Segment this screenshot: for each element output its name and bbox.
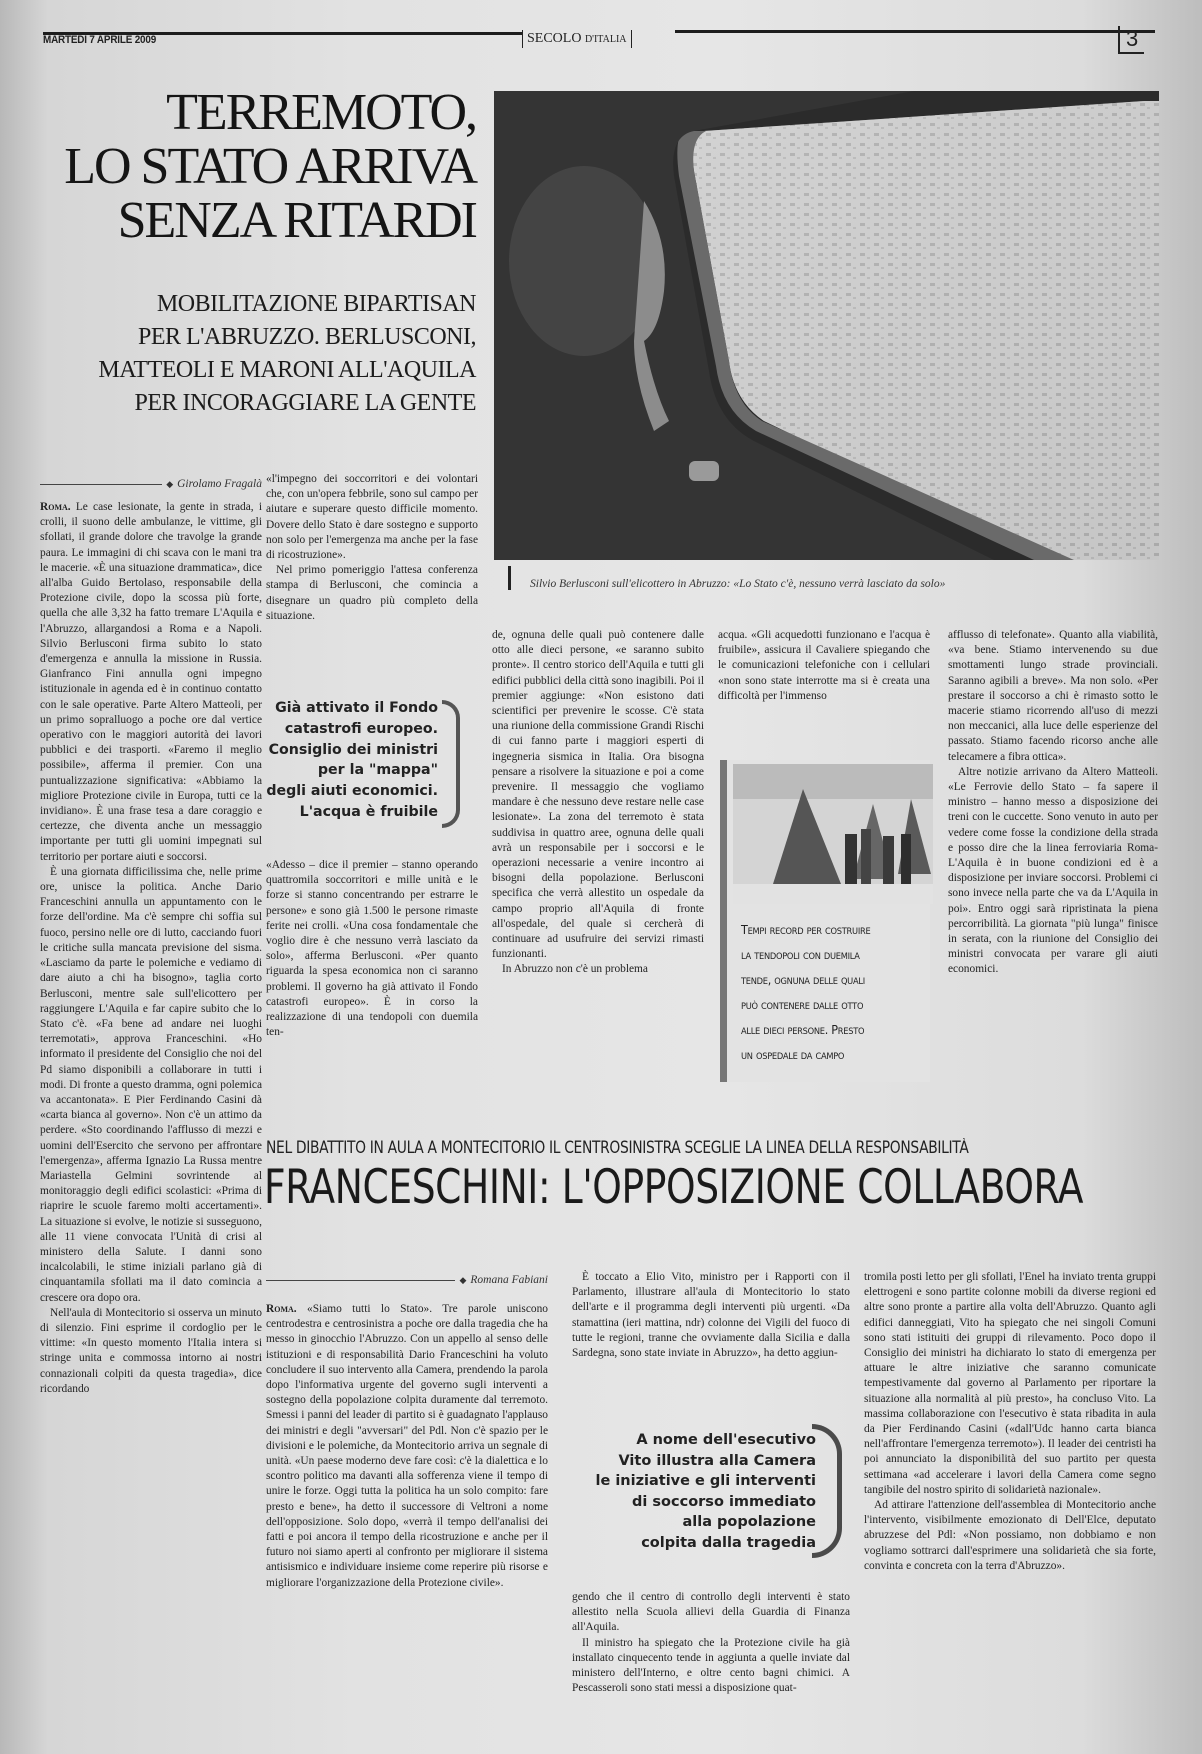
- byline-author: Girolamo Fragalà: [177, 478, 262, 490]
- second-article-headline: FRANCESCHINI: L'OPPOSIZIONE COLLABORA: [264, 1160, 1084, 1215]
- byline-rule: [266, 1280, 455, 1281]
- tendopoli-photo: [733, 764, 933, 904]
- main-article-column-2-continued: [266, 858, 478, 1040]
- headline-line: SENZA RITARDI: [117, 192, 476, 249]
- right-parenthesis-icon: [812, 1424, 842, 1558]
- dateline: Roma.: [40, 501, 71, 513]
- byline-rule: [40, 484, 162, 485]
- pullquote-line: di soccorso immediato: [632, 1493, 816, 1510]
- body-paragraph: afflusso di telefonate». Quanto alla viabilità, «va bene. Stiamo intervenendo su due smottamenti lungo strade provinciali. Saranno agibili a breve». Ma non solo. «Per prestare il soccorso a chi è rimasto sotto le macerie stiamo ricorrendo all'uso di mezzi non meccanici, alla luce delle esperienze del passato. Stiamo facendo ricorso anche alle telecamere a fibra ottica».: [948, 629, 1158, 763]
- main-article-column-2: [266, 472, 478, 624]
- newspaper-name-main: SECOLO: [527, 31, 582, 46]
- second-article-column-2: [572, 1270, 850, 1361]
- callout-line: Tempi record per costruire: [741, 923, 871, 937]
- page-number: 3: [1118, 26, 1144, 54]
- body-paragraph: Nell'aula di Montecitorio si osserva un minuto di silenzio. Fini esprime il cordoglio per le vittime: «In questo momento l'Italia intera si stringe unita e commossa intorno ai nostri connazionali colpiti da questa tragedia», dice ricordando: [40, 1306, 262, 1395]
- main-article-column-5: [948, 628, 1158, 978]
- body-paragraph: acqua. «Gli acquedotti funzionano e l'acqua è fruibile», assicura il Cavaliere spiegando che le comunicazioni telefoniche con i cellulari «non sono state interrotte ma si è creata una difficoltà per l'immenso: [718, 629, 930, 702]
- newspaper-name: [522, 30, 632, 48]
- tents-photo: [733, 764, 933, 904]
- pullquote-line: Già attivato il Fondo: [275, 700, 438, 716]
- callout-line: tende, ognuna delle quali: [741, 973, 865, 987]
- pullquote-line: catastrofi europeo.: [284, 720, 438, 737]
- second-article-kicker: NEL DIBATTITO IN AULA A MONTECITORIO IL CENTROSINISTRA SCEGLIE LA LINEA DELLA RESPONSABILITÀ: [266, 1138, 969, 1157]
- body-paragraph: È una giornata difficilissima che, nelle prime ore, unisce la politica. Anche Dario Franceschini annulla un appuntamento con le forze dell'ordine. Ma c'è sempre chi soffia sul fuoco, persino nelle ore di lutto, cacciando fuori le critiche sulla mancata previsione del sisma. «Lasciamo da parte le polemiche e vediamo di dare aiuto a chi ha bisogno», taglia corto Berlusconi, mentre sale sull'elicottero per raggiungere L'Aquila e far capire subito che lo Stato c'è. «Fa bene ad andare nei luoghi terremotati», approva Franceschini. «Ho informato il presidente del Consiglio che noi del Pd siamo disponibili a collaborare in tutti i modi. Di fronte a questo dramma, ogni polemica va accantonata». E Pier Ferdinando Casini dà «carta bianca al governo». Non c'è un attimo da perdere. «Sto coordinando l'afflusso di mezzi e uomini dell'Esercito che servono per affrontare l'emergenza», afferma Ignazio La Russa mentre Mariastella Gelmini sovrintende al monitoraggio degli edifici scolastici: «Prima di riaprire le scuole faremo molti accertamenti». La situazione si evolve, le notizie si susseguono, alle 11 viene convocata l'Unità di crisi al ministero della Salute. I danni sono incalcolabili, le stime iniziali parlano già di cinquantamila sfollati ma il dato comincia a crescere ora dopo ora.: [40, 865, 262, 1304]
- subheadline-line: MATTEOLI E MARONI ALL'AQUILA: [98, 357, 476, 383]
- main-article-column-3: [492, 628, 704, 978]
- body-paragraph: Le case lesionate, la gente in strada, i crolli, il suono delle ambulanze, le vittime, gli sfollati, il grande dolore che travolge la grande paura. Le immagini di chi scava con le mani tra le macerie. «È una situazione drammatica», dice all'alba Guido Bertolaso, responsabile della Protezione civile, dopo la scossa più forte, quella che alle 3,32 ha fatto tremare L'Aquila e l'Abruzzo, allargandosi a Roma e a Napoli. Silvio Berlusconi firma subito lo stato d'emergenza e annulla la missione in Russia. Gianfranco Fini annulla ogni impegno istituzionale in agenda ed è in continuo contatto con le sale operative. Parte Altero Matteoli, per un primo sopralluogo a poche ore dal vertice operativo con le maggiori autorità dei lavori pubblici e dei trasporti. «Faremo il meglio possibile», afferma il premier. Con una puntualizzazione significativa: «Abbiamo la migliore Protezione civile in Europa, tutti ce la invidiano». È una frase tesa a dare coraggio e certezze, che diventa anche un messaggio importante per tutti gli uomini impegnati sul territorio per portare aiuti e soccorsi.: [40, 501, 262, 863]
- body-paragraph: Altre notizie arrivano da Altero Matteoli. «Le Ferrovie dello Stato – fa sapere il ministro – hanno messo a disposizione dei treni con le cuccette. Sono venuto in auto per vedere come fosse la condizione della strada e posso dire che la linea ferroviaria Roma-L'Aquila è in buone condizioni ed è a disposizione per inviare soccorsi. Problemi ci sono invece nella parte che va da L'Aquila in poi». Entro oggi sarà ripristinata la piena percorribilità. La giornata "più lunga" finisce in serata, con la riunione del Consiglio dei ministri convocata per varare gli aiuti economici.: [948, 765, 1158, 976]
- diamond-icon: ◆: [166, 478, 174, 489]
- pullquote-line: Consiglio dei ministri: [268, 741, 438, 758]
- headline-line: LO STATO ARRIVA: [64, 138, 476, 195]
- pullquote-line: colpita dalla tragedia: [641, 1534, 816, 1551]
- second-article-column-3: [864, 1270, 1156, 1574]
- pullquote-line: Vito illustra alla Camera: [618, 1452, 816, 1469]
- second-article-column-2-continued: [572, 1590, 850, 1696]
- masthead-rule-right: [675, 30, 1155, 33]
- body-paragraph: Il ministro ha spiegato che la Protezione civile ha già installato cinquecento tende in aggiunta a quelle inviate dal ministero dell'Interno, e oltre cento bagni chimici. A Pescasseroli sono stati messi a disposizione quat-: [572, 1636, 850, 1695]
- main-headline: [36, 86, 476, 248]
- helicopter-window-photo: [494, 91, 1159, 560]
- body-paragraph: In Abruzzo non c'è un problema: [502, 963, 648, 976]
- body-paragraph: «l'impegno dei soccorritori e dei volontari che, con un'opera febbrile, sono sul campo per aiutare e superare questo difficile momento. Dovere dello Stato è dare sostegno e supporto non solo per l'emergenza ma anche per la fase di ricostruzione».: [266, 473, 478, 562]
- caption-bar: [508, 566, 511, 590]
- byline-author: Romana Fabiani: [470, 1274, 548, 1286]
- pullquote-fondo-catastrofi: [250, 698, 438, 823]
- newspaper-name-suffix: D'ITALIA: [584, 34, 627, 45]
- body-paragraph: gendo che il centro di controllo degli interventi è stato allestito nella Scuola allievi della Guardia di Finanza all'Aquila.: [572, 1591, 850, 1634]
- body-paragraph: de, ognuna delle quali può contenere dalle otto alle dieci persone, «e saranno subito pronte». Il centro storico dell'Aquila e tutti gli edifici pubblici della città sono inagibili. Poi il premier aggiunge: «Non esistono dati scientifici per prevenire le scosse. C'è stata una riunione della commissione Grandi Rischi di cui fanno parte i maggiori esperti di ingegneria sismica in Italia. Ora bisogna pensare a risolvere la situazione e poi a come prevenire. Il messaggio che vogliamo mandare è che nessuno deve restare nelle case lesionate». La zona del terremoto è stata suddivisa in quattro aree, ognuna delle quali avrà un responsabile per i soccorsi e le operazioni necessarie a venire incontro ai bisogni della popolazione. Berlusconi specifica che verrà allestito un ospedale da campo proprio all'Aquila di fronte all'ospedale, del quale si cercherà di continuare ad usufruire dei servizi rimasti funzionanti.: [492, 629, 704, 961]
- pullquote-vito: [580, 1430, 816, 1553]
- pullquote-line: per la "mappa": [317, 762, 438, 779]
- dateline: Roma.: [266, 1303, 297, 1315]
- pullquote-line: L'acqua è fruibile: [299, 803, 438, 820]
- tendopoli-callout: [720, 760, 930, 1082]
- main-byline: [40, 478, 262, 490]
- main-article-column-4: [718, 628, 930, 704]
- body-paragraph: tromila posti letto per gli sfollati, l'Enel ha inviato trenta gruppi elettrogeni e sono partite colonne mobili da diverse regioni ed altre sono pronte a partire alla volta dell'Abruzzo. Quanto agli edifici danneggiati, Vito ha spiegato che nei singoli Comuni sono stati istituiti dei gruppi di rilevamento. Poco dopo il Consiglio dei ministri ha dichiarato lo stato di emergenza per attuare le altre iniziative che saranno comunicate tempestivamente dal governo al Parlamento per riportare la situazione alla normalità al più presto», ha concluso Vito. La massima collaborazione con l'esecutivo è stata ribadita in aula da Pier Ferdinando Casini («dall'Udc hanno carta bianca nell'affrontare l'emergenza terremoto»). Il leader dei centristi ha poi annunciato la disponibilità del suo partito per questa settimana «ad accelerare i lavori della Camera come segno tangibile del nostro spirito di solidarietà nazionale».: [864, 1271, 1156, 1496]
- main-subheadline: [30, 288, 476, 420]
- main-photo-caption: Silvio Berlusconi sull'elicottero in Abruzzo: «Lo Stato c'è, nessuno verrà lasciato da solo»: [530, 578, 946, 590]
- second-byline: [266, 1274, 548, 1286]
- headline-line: TERREMOTO,: [166, 84, 476, 141]
- body-paragraph: «Siamo tutti lo Stato». Tre parole uniscono centrodestra e centrosinistra a poche ore dalla tragedia che ha messo in ginocchio l'Abruzzo. Con un appello al senso delle istituzioni e di responsabilità Dario Franceschini ha voluto concludere il suo intervento alla Camera, prendendo la parola dopo l'informativa urgente del governo sugli interventi a sostegno della popolazione colpita duramente dal terremoto. Smessi i panni del leader di partito si è guadagnato l'applauso dei ministri e degli "avversari" del Pdl. Non c'è spazio per le divisioni e le polemiche, da Montecitorio arriva un segnale di unità. «Un paese moderno deve fare così: c'è la dialettica e lo scontro politico ma davanti alla sofferenza viene il tempo di unire le forze. Oggi tutta la politica ha un solo compito: fare presto e bene», ha detto il successore di Veltroni a nome dell'opposizione. Solo dopo, «verrà il tempo dell'analisi dei fatti e poi ancora il tempo della ricostruzione e anche per il futuro noi siamo aperti al confronto per migliorare il sistema antisismico e individuare insieme come reperire più risorse e migliorare l'organizzazione della Protezione civile».: [266, 1303, 548, 1589]
- pullquote-line: le iniziative e gli interventi: [595, 1473, 816, 1489]
- body-paragraph: Ad attirare l'attenzione dell'assemblea di Montecitorio anche l'intervento, visibilmente emozionato di Dell'Elce, deputato abruzzese del Pdl: «Non possiamo, non dobbiamo e non vogliamo sottrarci dall'esprimere una solidarietà che sia forte, convinta e concreta con la terra d'Abruzzo».: [864, 1499, 1156, 1572]
- callout-line: può contenere dalle otto: [741, 998, 864, 1012]
- body-paragraph: Nel primo pomeriggio l'attesa conferenza stampa di Berlusconi, che comincia a disegnare un quadro più completo della situazione.: [266, 564, 478, 622]
- main-photo-helicopter: [494, 91, 1159, 560]
- body-paragraph: È toccato a Elio Vito, ministro per i Rapporti con il Parlamento, illustrare all'aula di Montecitorio lo stato dell'arte e il programma degli interventi più urgenti. «Da stamattina (ieri mattina, ndr) colonne dei Vigili del fuoco di tutte le regioni, tranne che ovviamente dalla Sicilia e dalla Sardegna, sono state inviate in Abruzzo», ha detto aggiun-: [572, 1271, 850, 1360]
- pullquote-line: degli aiuti economici.: [266, 783, 438, 800]
- callout-line: un ospedale da campo: [741, 1048, 845, 1062]
- subheadline-line: PER INCORAGGIARE LA GENTE: [134, 390, 476, 416]
- callout-text: [741, 918, 870, 1068]
- body-paragraph: «Adesso – dice il premier – stanno operando quattromila soccorritori e mille unità e le forze si stanno concentrando per estrarre le persone» e sono già 1.500 le persone rimaste ferite nei crolli. «Una cosa fondamentale che voglio dire è che nessuno verrà lasciato da solo», afferma Berlusconi. «Per quanto riguarda la spesa economica non ci saranno problemi. Il governo ha già attivato il Fondo catastrofi europeo». È in corso la realizzazione di una tendopoli con duemila ten-: [266, 859, 478, 1039]
- main-article-column-1: [40, 500, 262, 1745]
- right-brace-icon: [442, 700, 460, 828]
- issue-date: MARTEDÌ 7 APRILE 2009: [43, 34, 157, 46]
- callout-line: alle dieci persone. Presto: [741, 1023, 865, 1037]
- second-article-column-1: [266, 1302, 548, 1591]
- diamond-icon: ◆: [459, 1274, 467, 1285]
- subheadline-line: PER L'ABRUZZO. BERLUSCONI,: [137, 324, 476, 350]
- pullquote-line: alla popolazione: [682, 1514, 816, 1530]
- subheadline-line: MOBILITAZIONE BIPARTISAN: [156, 291, 476, 317]
- callout-line: la tendopoli con duemila: [741, 948, 860, 962]
- pullquote-line: A nome dell'esecutivo: [636, 1432, 816, 1448]
